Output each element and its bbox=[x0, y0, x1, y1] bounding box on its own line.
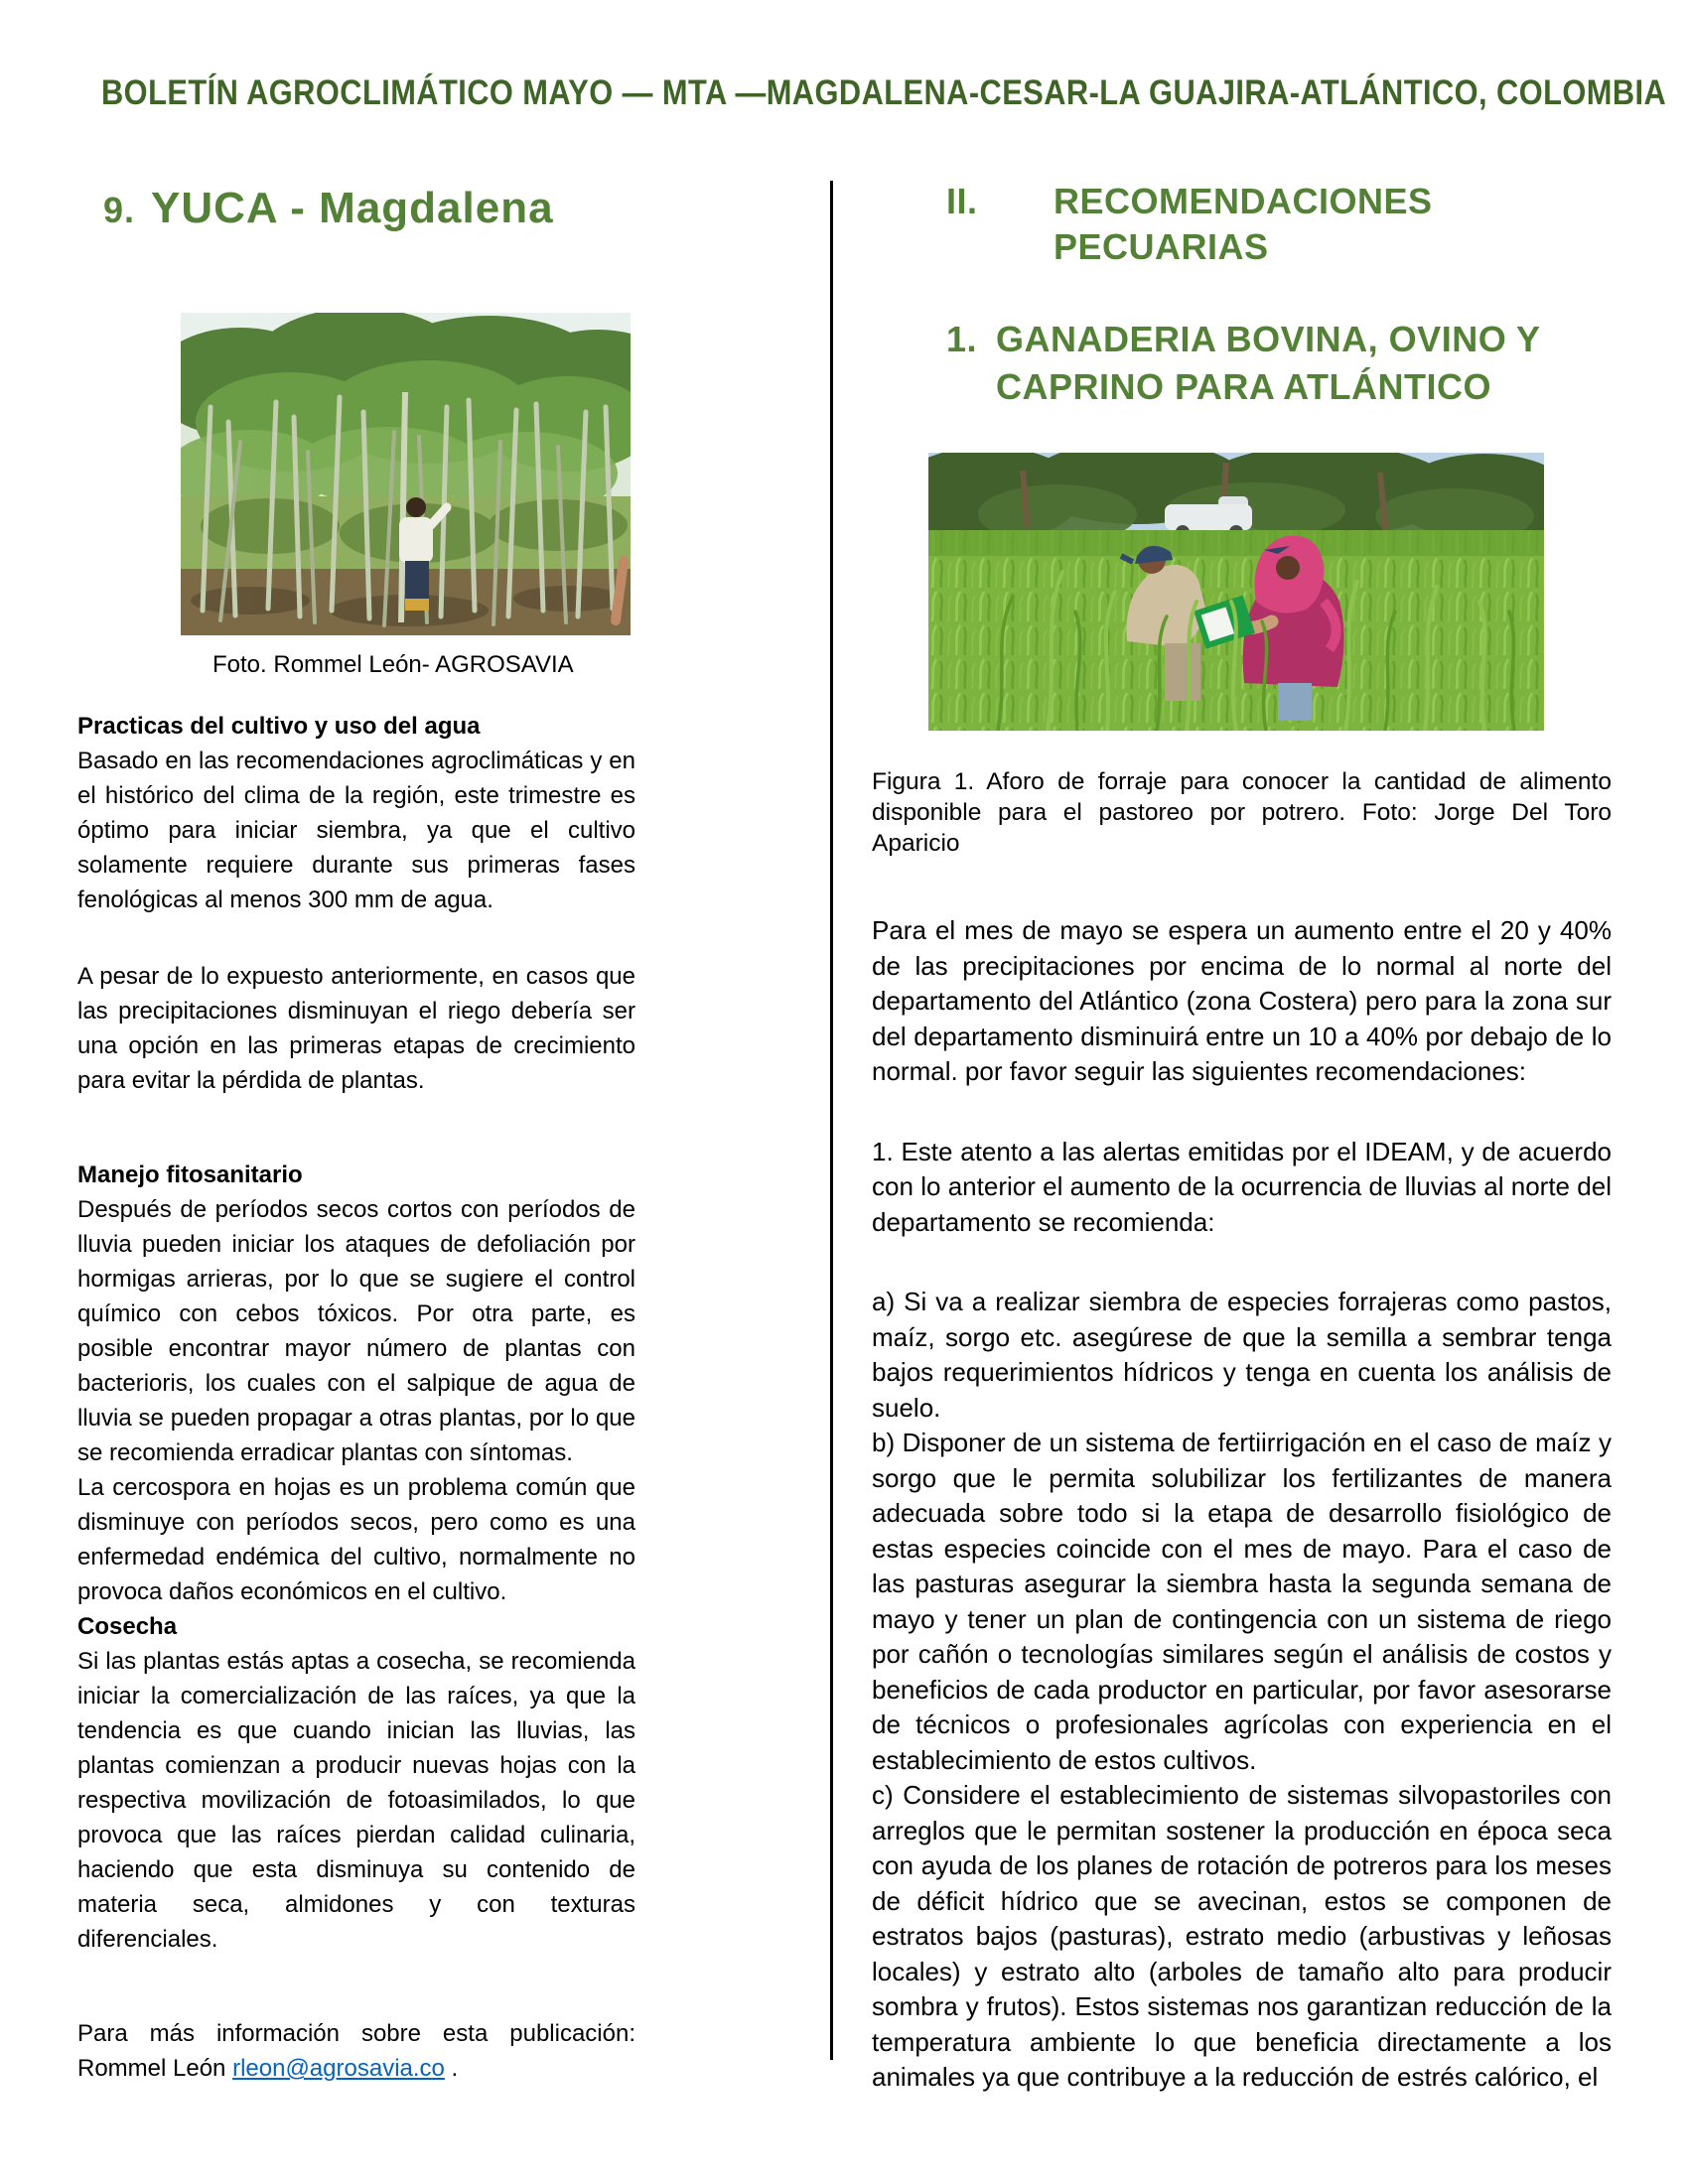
right-text-block bbox=[872, 913, 1612, 2096]
paragraph-mayo: Para el mes de mayo se espera un aumento entre el 20 y 40% de las precipitaciones por encima de lo normal al norte del departamento del Atlántico (zona Costera) pero para la zona sur del departamento disminuirá entre un 10 a 40% por debajo de lo normal. por favor seguir las siguientes recomendaciones: bbox=[872, 915, 1612, 1086]
cassava-photo-illustration bbox=[181, 313, 631, 635]
figure-1-caption: Figura 1. Aforo de forraje para conocer la cantidad de alimento disponible para el pastoreo por potrero. Foto: Jorge Del Toro Aparicio bbox=[872, 768, 1612, 857]
contact-line bbox=[77, 2016, 635, 2086]
paragraph-basado: Basado en las recomendaciones agroclimáticas y en el histórico del clima de la región, este trimestre es óptimo para iniciar siembra, ya que el cultivo solamente requiere durante sus primeras fases fenológicas al menos 300 mm de agua. bbox=[77, 748, 635, 913]
contact-text: Para más información sobre esta publicación: Rommel León bbox=[77, 2020, 635, 2082]
heading-ii-number: II. bbox=[946, 181, 978, 221]
contact-period: . bbox=[444, 2055, 459, 2082]
heading-recomendaciones-pecuarias bbox=[872, 179, 1612, 270]
pasture-aforo-photo bbox=[928, 453, 1544, 731]
column-divider bbox=[830, 181, 833, 2060]
paragraph-item-a: a) Si va a realizar siembra de especies forrajeras como pastos, maíz, sorgo etc. asegúrese de que la semilla a sembrar tenga bajos requerimientos hídricos y tenga en cuenta los análisis de suelo. bbox=[872, 1287, 1612, 1423]
right-column bbox=[872, 159, 1612, 2096]
bulletin-header-title: BOLETÍN AGROCLIMÁTICO MAYO — MTA —MAGDALENA-CESAR-LA GUAJIRA-ATLÁNTICO, COLOMBIA bbox=[101, 73, 1667, 112]
cassava-field-photo bbox=[181, 313, 631, 635]
paragraph-item-b: b) Disponer de un sistema de fertiirrigación en el caso de maíz y sorgo que le permita solubilizar los fertilizantes de manera adecuada sobre todo si la etapa de desarrollo fisiológico de estas especies coincide con el mes de mayo. Para el caso de las pasturas asegurar la siembra hasta la segunda semana de mayo y tener un plan de contingencia con un sistema de riego por cañón o tecnologías similares según el análisis de costos y beneficios de cada productor en particular, por favor asesorarse de técnicos o profesionales agrícolas con experiencia en el establecimiento de estos cultivos. bbox=[872, 1428, 1612, 1775]
paragraph-apesar: A pesar de lo expuesto anteriormente, en casos que las precipitaciones disminuyan el riego debería ser una opción en las primeras etapas de crecimiento para evitar la pérdida de plantas. bbox=[77, 963, 635, 1094]
heading-cosecha: Cosecha bbox=[77, 1613, 178, 1640]
heading-ganaderia bbox=[872, 316, 1612, 411]
paragraph-despues: Después de períodos secos cortos con períodos de lluvia pueden iniciar los ataques de defoliación por hormigas arrieras, por lo que se sugiere el control químico con cebos tóxicos. Por otra parte, es posible encontrar mayor número de plantas con bacterioris, los cuales con el salpique de agua de lluvia se pueden propagar a otras plantas, por lo que se recomienda erradicar plantas con síntomas. bbox=[77, 1196, 635, 1466]
pasture-photo-illustration bbox=[928, 453, 1544, 731]
heading-practicas: Practicas del cultivo y uso del agua bbox=[77, 713, 481, 740]
photo-credit-caption: Foto. Rommel León- AGROSAVIA bbox=[212, 651, 574, 678]
left-column bbox=[77, 159, 635, 2086]
heading-ii-text: RECOMENDACIONES PECUARIAS bbox=[1054, 181, 1433, 267]
email-link[interactable]: rleon@agrosavia.co bbox=[232, 2055, 445, 2082]
heading-1-number: 1. bbox=[946, 319, 978, 359]
heading-1-text: GANADERIA BOVINA, OVINO Y CAPRINO PARA ATLÁNTICO bbox=[996, 319, 1540, 407]
paragraph-item-c: c) Considere el establecimiento de sistemas silvopastoriles con arreglos que le permitan sostener la producción en época seca con ayuda de los planes de rotación de potreros para los meses de déficit hídrico que se avecinan, estos se componen de estratos bajos (pasturas), estrato medio (arbustivas y leñosas locales) y estrato alto (arboles de tamaño alto para producir sombra y frutos). Estos sistemas nos garantizan reducción de la temperatura ambiente lo que beneficia directamente a los animales ya que contribuye a la reducción de estrés calórico, el bbox=[872, 1780, 1612, 2092]
section-title-text: YUCA - Magdalena bbox=[151, 184, 554, 232]
paragraph-alertas: 1. Este atento a las alertas emitidas por el IDEAM, y de acuerdo con lo anterior el aumento de la ocurrencia de lluvias al norte del departamento se recomienda: bbox=[872, 1136, 1612, 1237]
paragraph-cercospora: La cercospora en hojas es un problema común que disminuye con períodos secos, pero como es una enfermedad endémica del cultivo, normalmente no provoca daños económicos en el cultivo. bbox=[77, 1474, 635, 1605]
heading-manejo: Manejo fitosanitario bbox=[77, 1161, 303, 1188]
section-number: 9. bbox=[103, 190, 136, 230]
paragraph-cosecha: Si las plantas estás aptas a cosecha, se recomienda iniciar la comercialización de las raíces, ya que la tendencia es que cuando inician las lluvias, las plantas comienzan a producir nuevas hojas con la respectiva movilización de fotoasimilados, lo que provoca que las raíces pierdan calidad culinaria, haciendo que esta disminuya su contenido de materia seca, almidones y con texturas diferenciales. bbox=[77, 1648, 635, 1953]
section-title-yuca bbox=[103, 184, 635, 233]
left-text-block bbox=[77, 709, 635, 2086]
